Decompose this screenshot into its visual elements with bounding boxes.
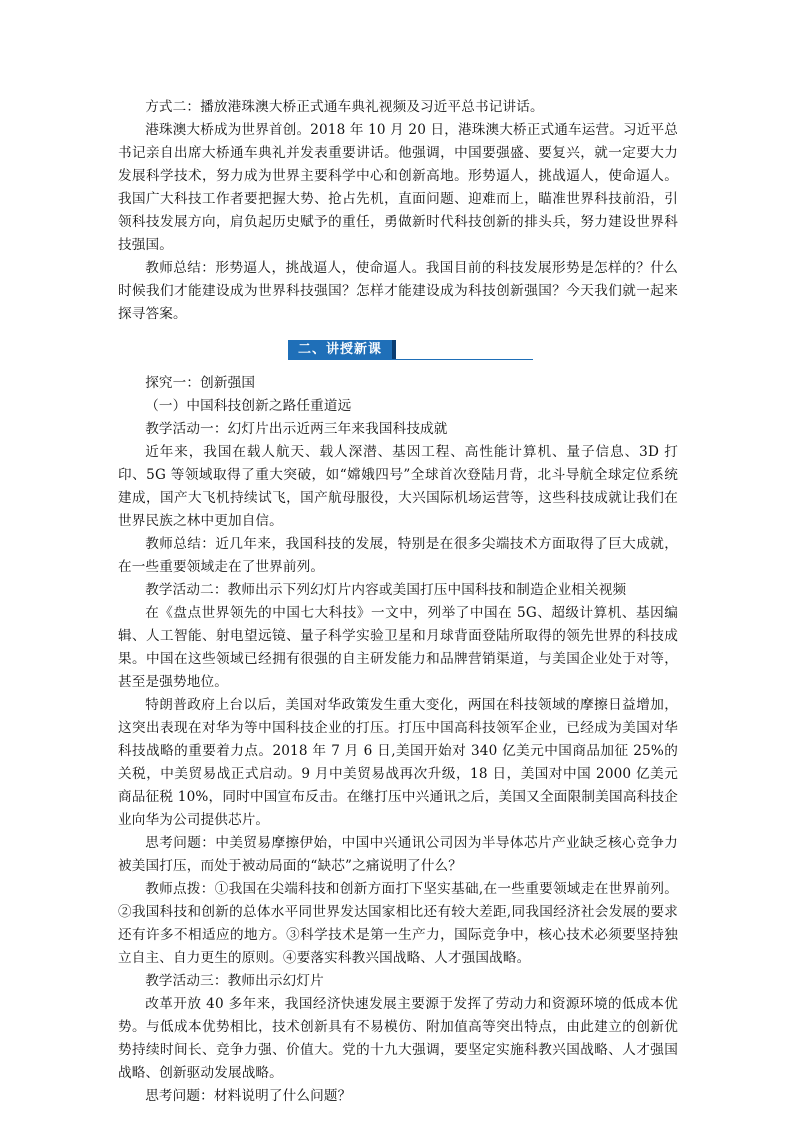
paragraph: 教学活动二：教师出示下列幻灯片内容或美国打压中国科技和制造企业相关视频 <box>145 582 627 598</box>
paragraph: 教师点拨：①我国在尖端科技和创新方面打下坚实基础,在一些重要领域走在世界前列。②我国科技和创新的总体水平同世界发达国家相比还有较大差距,同我国经济社会发展的要求还有许多不相适应的地方。③科学技术是第一生产力，国际竞争中，核心技术必须要坚持独立自主、自力更生的原则。④要落实科教兴国战略、人才强国战略。 <box>118 881 678 966</box>
document-body <box>118 96 678 1108</box>
paragraph: 在《盘点世界领先的中国七大科技》一文中，列举了中国在 5G、超级计算机、基因编辑、人工智能、射电望远镜、量子科学实验卫星和月球背面登陆所取得的领先世界的科技成果。中国在这些领域已经拥有很强的自主研发能力和品牌营销渠道，与美国企业处于对等，甚至是强势地位。 <box>118 605 678 690</box>
paragraph: 港珠澳大桥成为世界首创。2018 年 10 月 20 日，港珠澳大桥正式通车运营。习近平总书记亲自出席大桥通车典礼并发表重要讲话。他强调，中国要强盛、要复兴，就一定要大力发展科学技术，努力成为世界主要科学中心和创新高地。形势逼人，挑战逼人，使命逼人。我国广大科技工作者要把握大势、抢占先机，直面问题、迎难而上，瞄准世界科技前沿，引领科技发展方向，肩负起历史赋予的重任，勇做新时代科技创新的排头兵，努力建设世界科技强国。 <box>118 122 678 253</box>
paragraph: 方式二：播放港珠澳大桥正式通车典礼视频及习近平总书记讲话。 <box>145 99 544 115</box>
paragraph: 特朗普政府上台以后，美国对华政策发生重大变化，两国在科技领域的摩擦日益增加，这突出表现在对华为等中国科技企业的打压。打压中国高科技领军企业，已经成为美国对华科技战略的重要着力点。2018 年 7 月 6 日,美国开始对 340 亿美元中国商品加征 25%的关税，中美贸易战正式启动。9 月中美贸易战再次升级，18 日，美国对中国 2000 亿美元商品征税 10%，同时中国宣布反击。在继打压中兴通讯之后，美国又全面限制美国高科技企业向华为公司提供芯片。 <box>118 697 678 828</box>
paragraph: 教师总结：形势逼人，挑战逼人，使命逼人。我国目前的科技发展形势是怎样的？什么时候我们才能建设成为世界科技强国？怎样才能建设成为科技创新强国？今天我们就一起来探寻答案。 <box>118 260 678 322</box>
section-banner <box>118 340 678 362</box>
paragraph: 探究一：创新强国 <box>145 375 256 391</box>
paragraph: 近年来，我国在载人航天、载人深潜、基因工程、高性能计算机、量子信息、3D 打印、5G 等领域取得了重大突破，如“嫦娥四号”全球首次登陆月背，北斗导航全球定位系统建成，国产大飞机持续试飞，国产航母服役，大兴国际机场运营等，这些科技成就让我们在世界民族之林中更加自信。 <box>118 444 678 529</box>
paragraph: 教学活动一：幻灯片出示近两三年来我国科技成就 <box>145 421 448 437</box>
section-rule <box>288 359 533 360</box>
paragraph: （一）中国科技创新之路任重道远 <box>145 398 352 414</box>
paragraph: 思考问题：中美贸易摩擦伊始，中国中兴通讯公司因为半导体芯片产业缺乏核心竞争力被美国打压，而处于被动局面的“缺芯”之痛说明了什么？ <box>118 835 678 874</box>
section-title: 二、讲授新课 <box>288 340 396 360</box>
paragraph: 改革开放 40 多年来，我国经济快速发展主要源于发挥了劳动力和资源环境的低成本优势。与低成本优势相比，技术创新具有不易模仿、附加值高等突出特点，由此建立的创新优势持续时间长、竞争力强、价值大。党的十九大强调，要坚定实施科教兴国战略、人才强国战略、创新驱动发展战略。 <box>118 996 678 1081</box>
paragraph: 教学活动三：教师出示幻灯片 <box>145 973 324 989</box>
paragraph: 思考问题：材料说明了什么问题？ <box>145 1088 352 1104</box>
paragraph: 教师总结：近几年来，我国科技的发展，特别是在很多尖端技术方面取得了巨大成就，在一些重要领域走在了世界前列。 <box>118 536 678 575</box>
